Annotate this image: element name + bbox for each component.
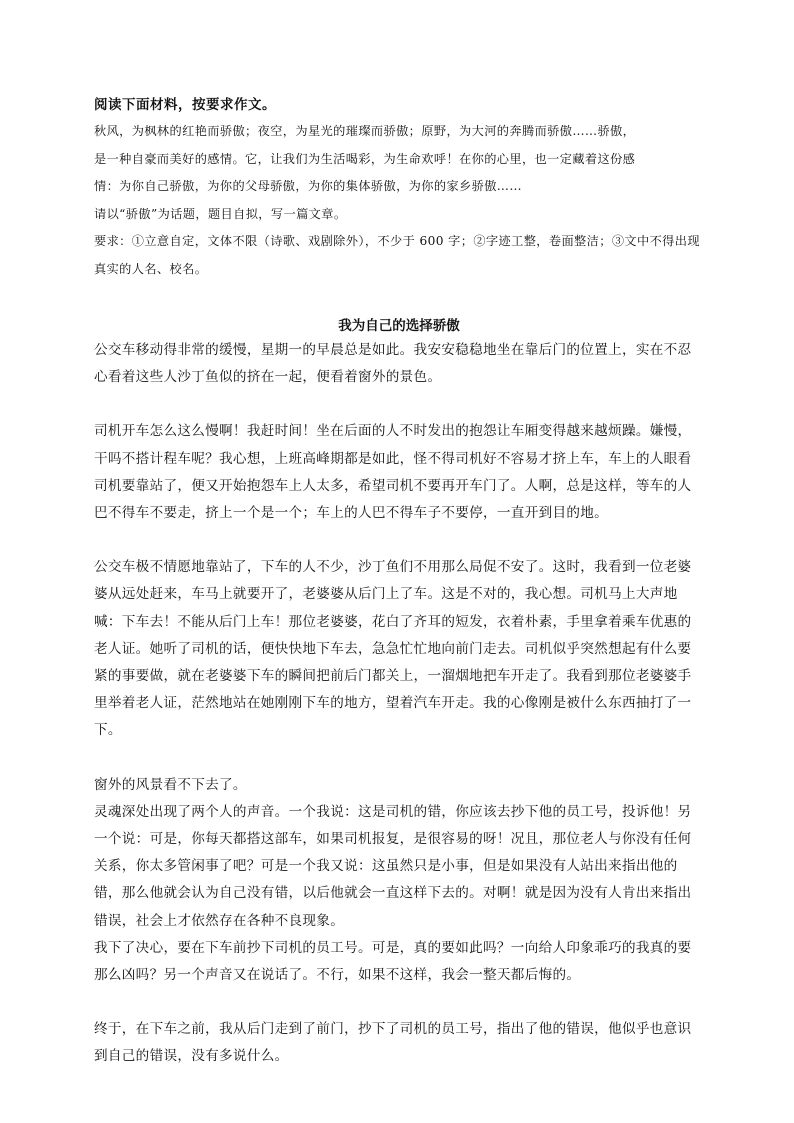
paragraph-gap: [94, 391, 704, 418]
document-page: [94, 92, 704, 1071]
essay-paragraph: 公交车移动得非常的缓慢，星期一的早晨总是如此。我安安稳稳地坐在靠后门的位置上，实在不忍心看着这些人沙丁鱼似的挤在一起，便看着窗外的景色。: [94, 342, 692, 386]
prompt-requirements: 要求：①立意自定，文体不限（诗歌、戏剧除外），不少于 600 字；②字迹工整，卷面整洁；③文中不得出现真实的人名、校名。: [94, 234, 700, 276]
essay-paragraph: 我下了决心，要在下车前抄下司机的员工号。可是，真的要如此吗？一向给人印象乖巧的我真的要那么凶吗？另一个声音又在说话了。不行，如果不这样，我会一整天都后悔的。: [94, 939, 692, 984]
paragraph-gap: [94, 745, 704, 772]
essay-paragraph: 灵魂深处出现了两个人的声音。一个我说：这是司机的错，你应该去抄下他的员工号，投诉他！另一个说：可是，你每天都搭这部车，如果司机报复，是很容易的呀！况且，那位老人与你没有任何关系，你太多管闲事了吧？可是一个我又说：这虽然只是小事，但是如果没有人站出来指出他的错，那么他就会认为自己没有错，以后他就会一直这样下去的。对啊！就是因为没有人肯出来指出错误，社会上才依然存在各种不良现象。: [94, 803, 692, 929]
prompt-line: 请以“骄傲”为话题，题目自拟，写一篇文章。: [94, 206, 347, 221]
paragraph-gap: [94, 989, 704, 1016]
essay-paragraph: 窗外的风景看不下去了。: [94, 776, 247, 793]
prompt-line: 是一种自豪而美好的感情。它，让我们为生活喝彩，为生命欢呼！在你的心里，也一定藏着这份感: [94, 151, 636, 166]
essay-title: 我为自己的选择骄傲: [338, 318, 460, 334]
essay-paragraph: 司机开车怎么这么慢啊！我赶时间！坐在后面的人不时发出的抱怨让车厢变得越来越烦躁。嫌慢，干吗不搭计程车呢？我心想，上班高峰期都是如此，怪不得司机好不容易才挤上车，车上的人眼看司机要靠站了，便又开始抱怨车上人太多，希望司机不要再开车门了。人啊，总是这样，等车的人巴不得车不要走，挤上一个是一个；车上的人巴不得车子不要停，一直开到目的地。: [94, 423, 692, 522]
prompt-line: 秋风，为枫林的红艳而骄傲；夜空，为星光的璀璨而骄傲；原野，为大河的奔腾而骄傲……骄傲，: [94, 124, 636, 138]
essay-paragraph: 终于，在下车之前，我从后门走到了前门，抄下了司机的员工号，指出了他的错误，他似乎也意识到自己的错误，没有多说什么。: [94, 1021, 692, 1065]
paragraph-gap: [94, 527, 704, 554]
prompt-line: 情：为你自己骄傲，为你的父母骄傲，为你的集体骄傲，为你的家乡骄傲……: [94, 179, 522, 193]
prompt-heading: 阅读下面材料，按要求作文。: [94, 97, 276, 113]
essay-paragraph: 公交车极不情愿地靠站了，下车的人不少，沙丁鱼们不用那么局促不安了。这时，我看到一位老婆婆从远处赶来，车马上就要开了，老婆婆从后门上了车。这是不对的，我心想。司机马上大声地喊：下车去！不能从后门上车！那位老婆婆，花白了齐耳的短发，衣着朴素，手里拿着乘车优惠的老人证。她听了司机的话，便快快地下车去，急急忙忙地向前门走去。司机似乎突然想起有什么要紧的事要做，就在老婆婆下车的瞬间把前后门都关上，一溜烟地把车开走了。我看到那位老婆婆手里举着老人证，茫然地站在她刚刚下车的地方，望着汽车开走。我的心像刚是被什么东西抽打了一下。: [94, 559, 692, 739]
